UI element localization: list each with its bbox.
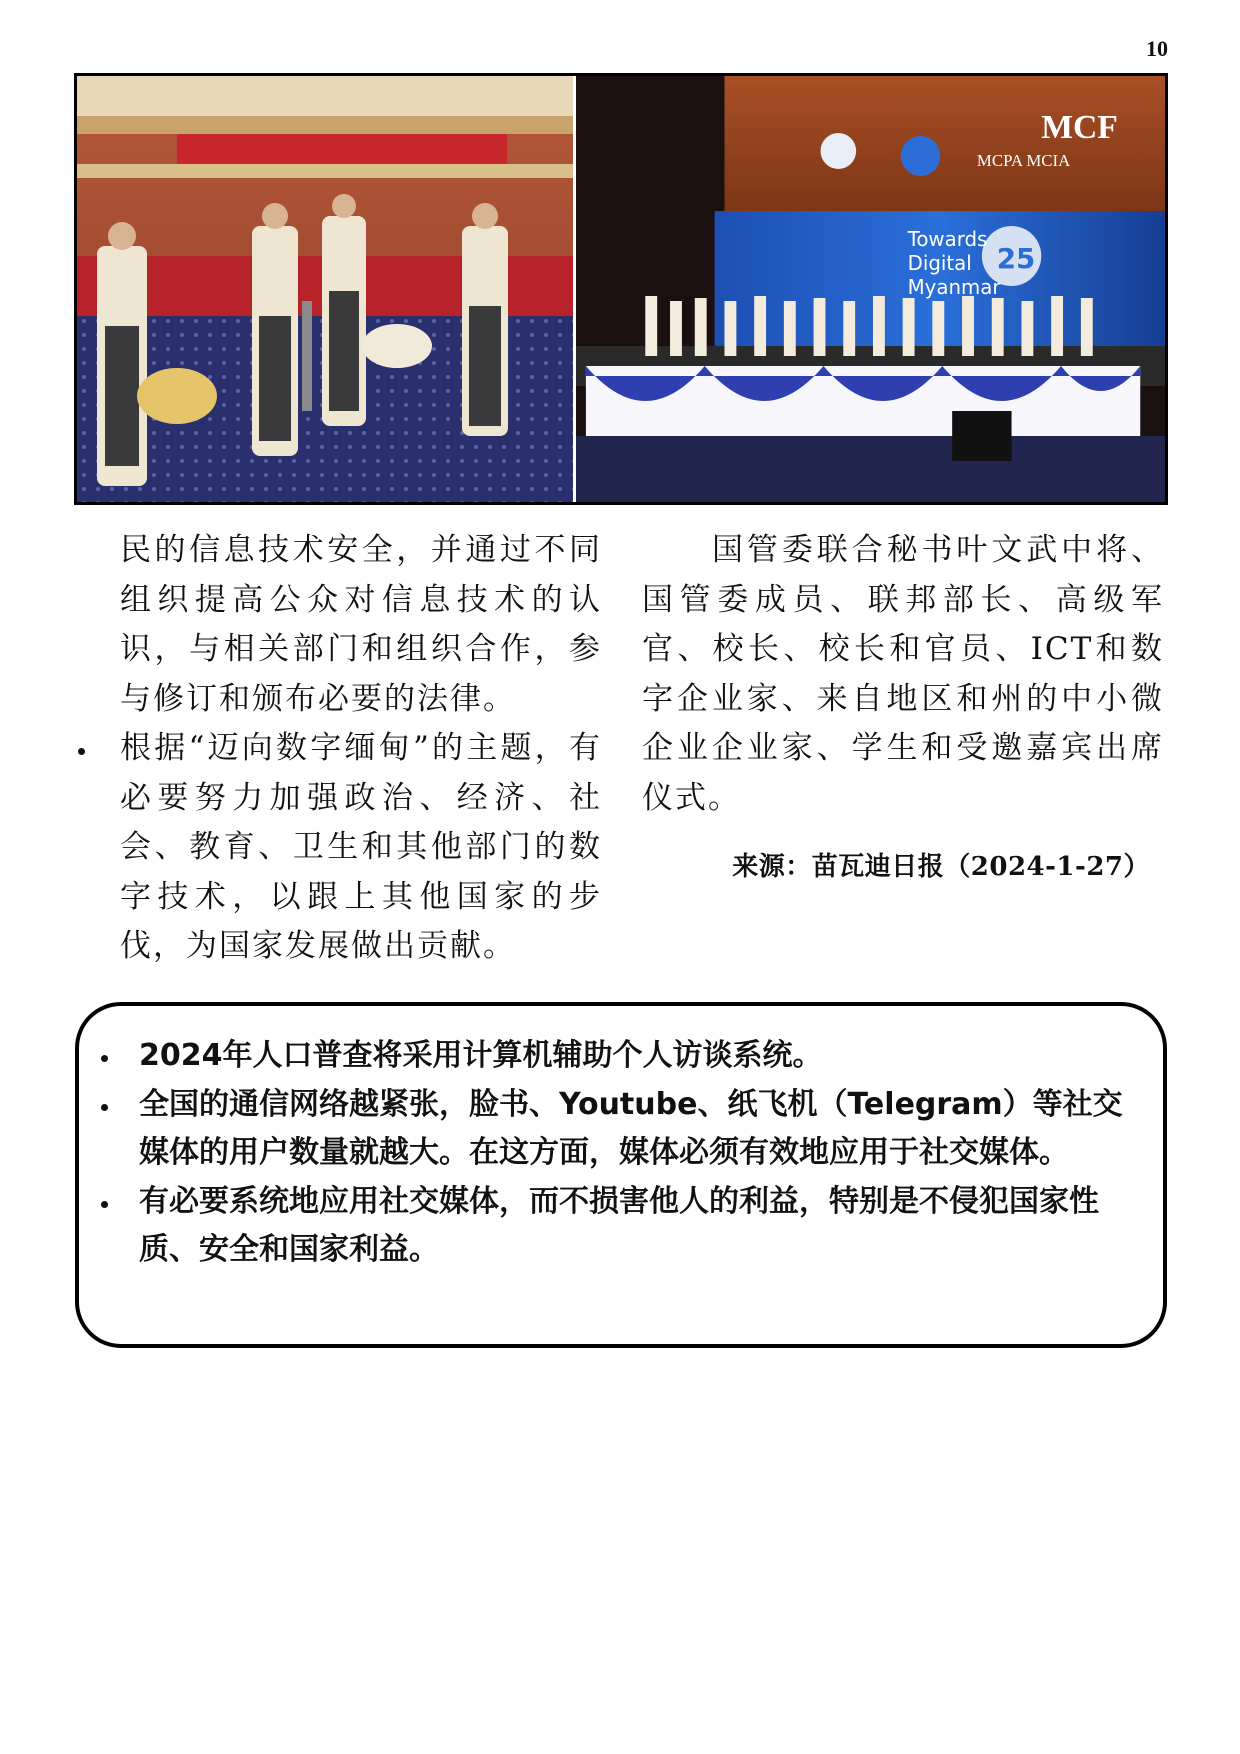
bullet-icon: [101, 1201, 108, 1208]
summary-item: [139, 1081, 1149, 1178]
slogan-line-3: Myanmar: [907, 275, 1001, 300]
left-bullet-item: [120, 724, 602, 972]
page-number: 10: [1146, 36, 1168, 61]
bullet-icon: [101, 1055, 108, 1062]
slogan-line-1: Towards: [907, 227, 988, 252]
summary-item-text: 全国的通信网络越紧张，脸书、Youtube、纸飞机（Telegram）等社交媒体的用户数量就越大。在这方面，媒体必须有效地应用于社交媒体。: [139, 1086, 1123, 1170]
auditorium-photo: [77, 76, 576, 502]
auditorium-photo-image: [77, 76, 573, 502]
photo-strip: [74, 73, 1168, 505]
stage-photo-image: [576, 76, 1165, 502]
bullet-icon: [101, 1104, 108, 1111]
summary-item-text: 2024年人口普查将采用计算机辅助个人访谈系统。: [139, 1038, 823, 1073]
summary-box: [75, 1002, 1167, 1348]
summary-list: [139, 1032, 1149, 1275]
summary-item-text: 有必要系统地应用社交媒体，而不损害他人的利益，特别是不侵犯国家性质、安全和国家利益。: [139, 1183, 1099, 1267]
bullet-icon: [78, 748, 85, 755]
anniversary-badge: 25: [996, 241, 1036, 276]
stage-sublogo-text: MCPA MCIA: [976, 150, 1071, 171]
left-paragraph: 民的信息技术安全，并通过不同组织提高公众对信息技术的认识，与相关部门和组织合作，参与修订和颁布必要的法律。: [120, 532, 602, 717]
stage-logo-text: MCF: [1041, 108, 1118, 147]
left-column: [120, 526, 602, 972]
stage-photo: [576, 76, 1165, 502]
slogan-line-2: Digital: [907, 251, 972, 276]
left-bullet-text: 根据“迈向数字缅甸”的主题，有必要努力加强政治、经济、社会、教育、卫生和其他部门的数字技术，以跟上其他国家的步伐，为国家发展做出贡献。: [120, 730, 602, 964]
right-paragraph: 国管委联合秘书叶文武中将、国管委成员、联邦部长、高级军官、校长、校长和官员、ICT和数字企业家、来自地区和州的中小微企业企业家、学生和受邀嘉宾出席仪式。: [642, 532, 1164, 816]
right-column: [642, 526, 1164, 823]
summary-item: [139, 1032, 1149, 1081]
source-citation: 来源：苗瓦迪日报（2024-1-27）: [732, 852, 1150, 882]
summary-item: [139, 1178, 1149, 1275]
